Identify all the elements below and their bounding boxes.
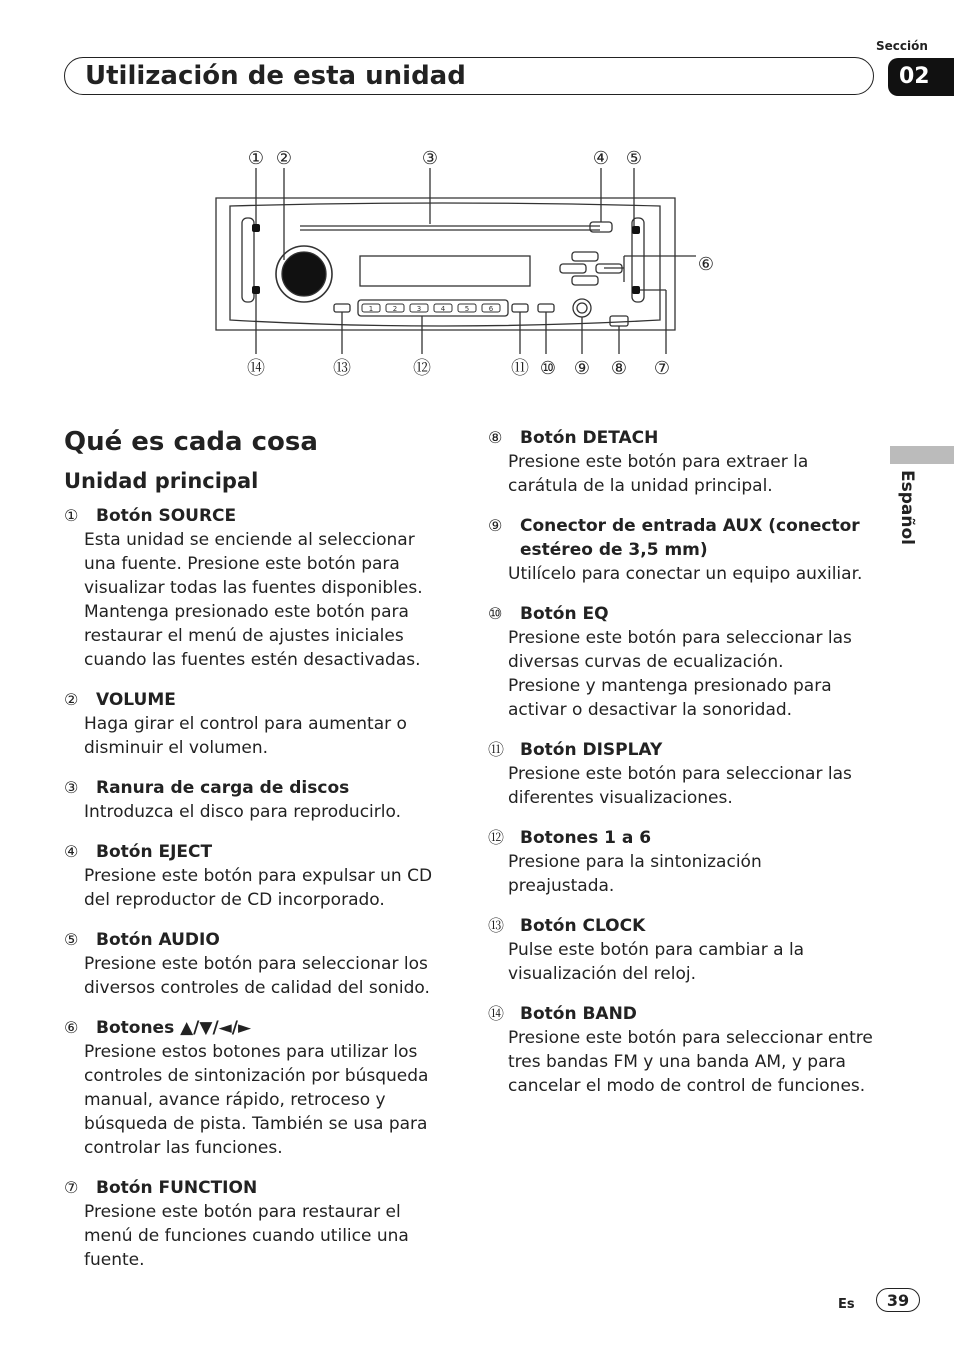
item-number: ⑭: [488, 1004, 505, 1023]
callout-6: ⑥: [697, 254, 715, 275]
item-number: ⑩: [488, 604, 503, 623]
item-body: Presione este botón para seleccionar entre tres bandas FM y una banda AM, y para cancelar el modo de control de funciones.: [508, 1028, 873, 1096]
aux-jack: [573, 299, 591, 317]
callout-13: ⑬: [333, 358, 351, 379]
item-heading: Botones ▲/▼/◄/►: [96, 1018, 252, 1038]
item-number: ⑨: [488, 516, 503, 535]
language-label-wrap: [897, 470, 923, 560]
item-number: ⑬: [488, 916, 505, 935]
callout-3: ③: [421, 148, 439, 169]
item-number: ⑥: [64, 1018, 79, 1037]
list-item: [64, 1176, 449, 1272]
page-subtitle: Unidad principal: [64, 469, 259, 493]
function-button[interactable]: [632, 286, 640, 294]
item-number: ⑪: [488, 740, 505, 759]
list-item: [64, 688, 449, 760]
list-item: [488, 826, 873, 898]
item-number: ⑦: [64, 1178, 79, 1197]
audio-button[interactable]: [632, 226, 640, 234]
page-number: 39: [876, 1288, 920, 1312]
right-column: [488, 426, 873, 1114]
item-heading: Botón EQ: [520, 604, 609, 624]
item-heading: VOLUME: [96, 690, 176, 710]
item-body: Presione este botón para seleccionar los diversos controles de calidad del sonido.: [84, 954, 430, 998]
band-button[interactable]: [252, 286, 260, 294]
item-body: Presione este botón para seleccionar las diversas curvas de ecualización. Presione y mantenga presionado para activar o desactivar la sonoridad.: [508, 628, 852, 720]
item-heading: Botón AUDIO: [96, 930, 220, 950]
item-body: Presione este botón para expulsar un CD del reproductor de CD incorporado.: [84, 866, 433, 910]
callout-11: ⑪: [511, 358, 529, 379]
list-item: [488, 914, 873, 986]
callout-9: ⑨: [573, 358, 591, 379]
item-number: ④: [64, 842, 79, 861]
item-body: Presione estos botones para utilizar los controles de sintonización por búsqueda manual, avance rápido, retroceso y búsqueda de pista. También se usa para controlar las funciones.: [84, 1042, 429, 1158]
volume-knob-inner: [282, 252, 326, 296]
footer-lang-code: Es: [838, 1297, 855, 1312]
callout-7: ⑦: [653, 358, 671, 379]
section-number-tab: 02: [888, 58, 954, 96]
preset-6-label: 6: [488, 305, 494, 313]
item-heading: Botones 1 a 6: [520, 828, 652, 848]
item-body: Presione para la sintonización preajustada.: [508, 852, 762, 896]
item-number: ⑤: [64, 930, 79, 949]
preset-3-label: 3: [416, 305, 422, 313]
item-body: Presione este botón para extraer la carátula de la unidad principal.: [508, 452, 809, 496]
down-button[interactable]: [572, 276, 598, 285]
item-heading: Botón SOURCE: [96, 506, 237, 526]
list-item: [488, 602, 873, 722]
item-body: Haga girar el control para aumentar o disminuir el volumen.: [84, 714, 407, 758]
item-body: Esta unidad se enciende al seleccionar una fuente. Presione este botón para visualizar todas las fuentes disponibles. Mantenga presionado este botón para restaurar el menú de ajustes iniciales cuando las fuentes estén desactivadas.: [84, 530, 423, 670]
language-label: Español: [897, 470, 917, 545]
item-body: Presione este botón para seleccionar las diferentes visualizaciones.: [508, 764, 852, 808]
up-button[interactable]: [572, 252, 598, 261]
callout-8: ⑧: [610, 358, 628, 379]
item-heading: Botón DETACH: [520, 428, 659, 448]
list-item: [488, 1002, 873, 1098]
list-item: [64, 776, 449, 824]
preset-4-label: 4: [440, 305, 446, 313]
page-title: Qué es cada cosa: [64, 427, 318, 457]
item-body: Presione este botón para restaurar el menú de funciones cuando utilice una fuente.: [84, 1202, 409, 1270]
item-number: ⑧: [488, 428, 503, 447]
item-heading: Botón FUNCTION: [96, 1178, 258, 1198]
display-button[interactable]: [512, 304, 528, 312]
item-body: Pulse este botón para cambiar a la visualización del reloj.: [508, 940, 805, 984]
item-heading: Botón EJECT: [96, 842, 213, 862]
item-body: Utilícelo para conectar un equipo auxiliar.: [508, 564, 863, 584]
eq-button[interactable]: [538, 304, 554, 312]
list-item: [64, 840, 449, 912]
callout-10: ⑩: [539, 358, 557, 379]
callout-4: ④: [592, 148, 610, 169]
list-item: [488, 738, 873, 810]
language-tab: [890, 446, 954, 464]
list-item: [488, 514, 873, 586]
callout-1: ①: [247, 148, 265, 169]
item-heading: Botón DISPLAY: [520, 740, 663, 760]
item-number: ③: [64, 778, 79, 797]
item-heading: Botón BAND: [520, 1004, 637, 1024]
clock-button[interactable]: [334, 304, 350, 312]
item-number: ⑫: [488, 828, 505, 847]
item-heading: Ranura de carga de discos: [96, 778, 350, 798]
item-number: ①: [64, 506, 79, 525]
item-heading: Conector de entrada AUX (conector estéreo de 3,5 mm): [520, 516, 860, 560]
source-button[interactable]: [252, 224, 260, 232]
callout-14: ⑭: [247, 358, 265, 379]
list-item: [64, 928, 449, 1000]
item-heading: Botón CLOCK: [520, 916, 646, 936]
callout-5: ⑤: [625, 148, 643, 169]
callout-2: ②: [275, 148, 293, 169]
list-item: [488, 426, 873, 498]
item-number: ②: [64, 690, 79, 709]
head-unit-diagram: [200, 140, 720, 390]
left-column: [64, 504, 449, 1288]
callout-12: ⑫: [413, 358, 431, 379]
item-body: Introduzca el disco para reproducirlo.: [84, 802, 401, 822]
preset-1-label: 1: [368, 305, 374, 313]
preset-5-label: 5: [464, 305, 470, 313]
preset-2-label: 2: [392, 305, 398, 313]
list-item: [64, 504, 449, 672]
detach-button[interactable]: [610, 316, 628, 326]
list-item: [64, 1016, 449, 1160]
left-button[interactable]: [560, 264, 586, 273]
chapter-title: Utilización de esta unidad: [85, 61, 466, 91]
section-label: Sección: [876, 39, 928, 53]
display-window: [360, 256, 530, 286]
